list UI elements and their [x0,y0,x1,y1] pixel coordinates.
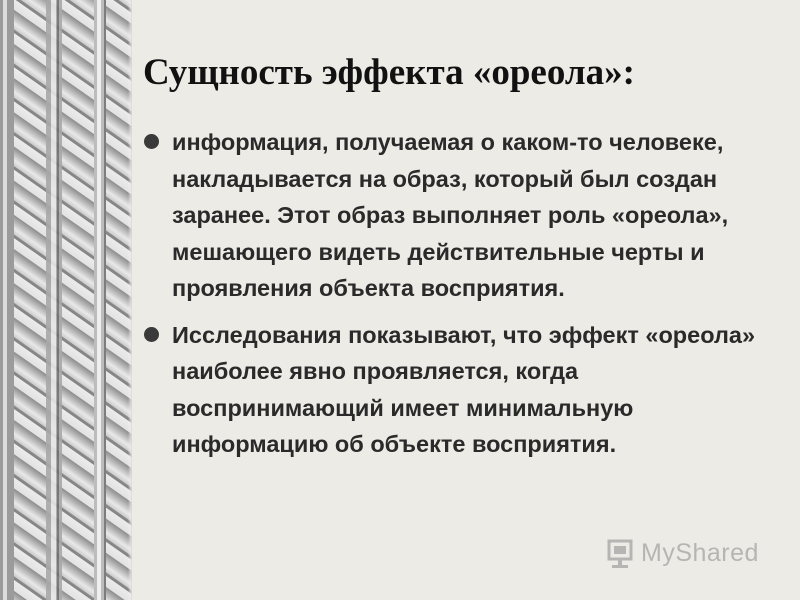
bullet-text: Исследования показывают, что эффект «ореола» наиболее явно проявляется, когда воспринимающий имеет минимальную информацию об объекте восприятия. [172,321,756,457]
myshared-logo-icon [607,537,637,569]
bullet-list [142,124,782,473]
bullet-item [142,317,782,463]
myshared-watermark [607,535,759,571]
watermark-text: MyShared [641,538,759,567]
bullet-text: информация, получаемая о каком-то человеке, накладывается на образ, который был создан заранее. Этот образ выполняет роль «ореола», мешающего видеть действительные черты и проявления объекта восприятия. [172,129,729,301]
bullet-item [142,124,782,307]
slide-title: Сущность эффекта «ореола»: [143,52,635,93]
decorative-left-column [0,0,132,600]
bullet-dot-icon [144,327,159,342]
striped-pattern-icon [0,0,132,600]
bullet-dot-icon [144,134,159,149]
